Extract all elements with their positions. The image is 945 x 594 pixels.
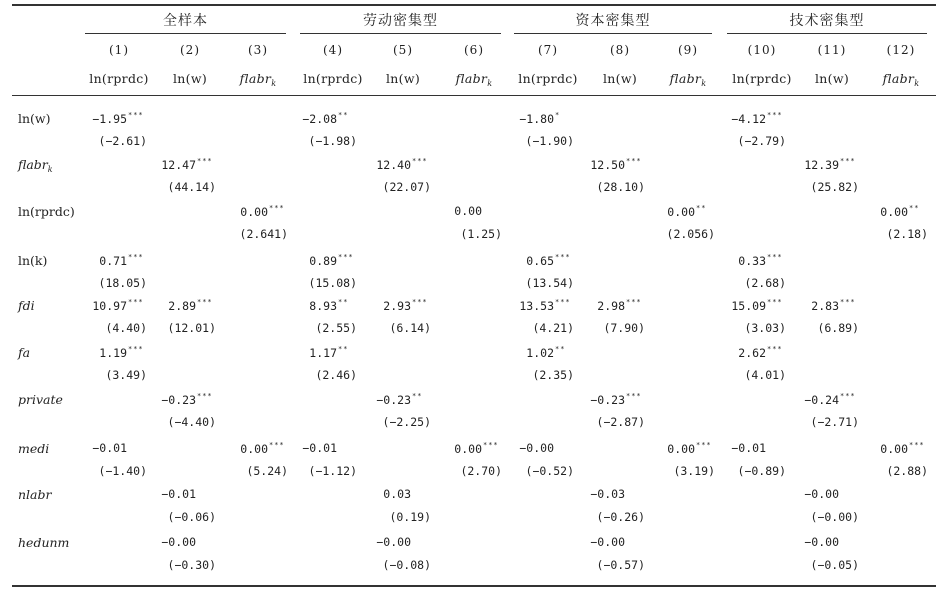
z-statistic: (−0.89) bbox=[737, 464, 786, 478]
coefficient-value: 0.71 bbox=[99, 254, 127, 268]
z-statistic: (2.056) bbox=[666, 227, 715, 241]
column-number: (10) bbox=[747, 43, 777, 57]
column-variable bbox=[883, 71, 920, 88]
z-statistic: (4.40) bbox=[105, 321, 147, 335]
coefficient-value: 8.93 bbox=[309, 299, 337, 313]
coefficient-value: 0.65 bbox=[526, 254, 554, 268]
z-statistic: (−2.61) bbox=[98, 134, 147, 148]
coefficient bbox=[161, 392, 216, 407]
column-variable-text: ln(w) bbox=[172, 71, 208, 86]
z-statistic: (44.14) bbox=[167, 180, 216, 194]
group-header: 劳动密集型 bbox=[363, 13, 438, 29]
coefficient-value: 12.39 bbox=[804, 158, 839, 172]
coefficient bbox=[309, 345, 357, 360]
significance-stars: *** bbox=[626, 298, 642, 306]
coefficient bbox=[376, 157, 431, 172]
coefficient bbox=[667, 441, 715, 456]
z-statistic: (2.70) bbox=[460, 464, 502, 478]
coefficient-value: 1.19 bbox=[99, 346, 127, 360]
coefficient bbox=[804, 487, 859, 501]
row-label-text: fdi bbox=[18, 298, 35, 313]
z-statistic: (−2.79) bbox=[737, 134, 786, 148]
column-variable-subscript: k bbox=[271, 79, 277, 88]
z-statistic: (−0.06) bbox=[167, 510, 216, 524]
significance-stars: *** bbox=[767, 345, 783, 353]
group-header: 技术密集型 bbox=[789, 13, 865, 29]
row-label bbox=[18, 253, 47, 268]
coefficient bbox=[590, 392, 645, 407]
significance-stars: *** bbox=[626, 392, 642, 400]
significance-stars: *** bbox=[767, 111, 783, 119]
coefficient bbox=[168, 298, 216, 313]
significance-stars: *** bbox=[338, 253, 354, 261]
coefficient-value: 2.83 bbox=[811, 299, 839, 313]
z-statistic: (15.08) bbox=[308, 276, 357, 290]
column-number: (12) bbox=[886, 43, 916, 57]
coefficient bbox=[302, 441, 357, 455]
z-statistic: (−0.57) bbox=[596, 558, 645, 572]
column-number: (8) bbox=[610, 43, 630, 57]
coefficient bbox=[309, 253, 357, 268]
coefficient-value: 0.00 bbox=[454, 204, 482, 218]
coefficient bbox=[519, 298, 574, 313]
coefficient-value: 0.00 bbox=[880, 205, 908, 219]
z-statistic: (−1.40) bbox=[98, 464, 147, 478]
significance-stars: *** bbox=[555, 298, 571, 306]
row-label-text: ln(rprdc) bbox=[18, 204, 75, 219]
coefficient-value: −0.01 bbox=[731, 441, 766, 455]
coefficient bbox=[99, 345, 147, 360]
coefficient bbox=[667, 204, 715, 219]
z-statistic: (2.68) bbox=[744, 276, 786, 290]
significance-stars: *** bbox=[197, 392, 213, 400]
coefficient-value: −0.01 bbox=[92, 441, 127, 455]
coefficient bbox=[597, 298, 645, 313]
column-variable bbox=[456, 71, 493, 88]
column-variable-text: ln(w) bbox=[814, 71, 850, 86]
z-statistic: (−1.98) bbox=[308, 134, 357, 148]
significance-stars: *** bbox=[555, 253, 571, 261]
column-variable bbox=[603, 71, 637, 86]
z-statistic: (−2.87) bbox=[596, 415, 645, 429]
coefficient-value: 1.17 bbox=[309, 346, 337, 360]
group-underline bbox=[85, 33, 286, 34]
coefficient bbox=[526, 253, 574, 268]
top-rule bbox=[12, 4, 936, 6]
z-statistic: (6.89) bbox=[817, 321, 859, 335]
significance-stars: *** bbox=[909, 441, 925, 449]
coefficient-value: 0.00 bbox=[240, 442, 268, 456]
column-variable-text: flabr bbox=[669, 71, 702, 86]
column-variable-text: flabr bbox=[239, 71, 272, 86]
coefficient bbox=[590, 535, 645, 549]
coefficient-value: −0.23 bbox=[161, 393, 196, 407]
column-variable-text: ln(rprdc) bbox=[89, 71, 149, 86]
row-label bbox=[18, 345, 30, 360]
column-number: (3) bbox=[248, 43, 268, 57]
significance-stars: * bbox=[555, 111, 561, 119]
coefficient bbox=[376, 535, 431, 549]
significance-stars: *** bbox=[269, 441, 285, 449]
row-label-text: ln(w) bbox=[18, 111, 51, 126]
z-statistic: (−1.12) bbox=[308, 464, 357, 478]
coefficient-value: 0.00 bbox=[667, 205, 695, 219]
z-statistic: (7.90) bbox=[603, 321, 645, 335]
coefficient-value: −0.00 bbox=[590, 535, 625, 549]
column-variable-text: ln(w) bbox=[385, 71, 421, 86]
z-statistic: (2.55) bbox=[315, 321, 357, 335]
z-statistic: (28.10) bbox=[596, 180, 645, 194]
row-label bbox=[18, 298, 35, 313]
significance-stars: *** bbox=[128, 345, 144, 353]
z-statistic: (3.03) bbox=[744, 321, 786, 335]
coefficient-value: 0.03 bbox=[383, 487, 411, 501]
column-number: (1) bbox=[109, 43, 129, 57]
row-label-text: ln(k) bbox=[18, 253, 48, 268]
column-variable-text: flabr bbox=[455, 71, 488, 86]
coefficient-value: −4.12 bbox=[731, 112, 766, 126]
coefficient-value: 15.09 bbox=[731, 299, 766, 313]
coefficient bbox=[302, 111, 357, 126]
column-variable bbox=[518, 71, 577, 86]
significance-stars: ** bbox=[555, 345, 566, 353]
group-underline bbox=[514, 33, 712, 34]
coefficient-value: −0.03 bbox=[590, 487, 625, 501]
coefficient-value: −1.80 bbox=[519, 112, 554, 126]
z-statistic: (2.641) bbox=[239, 227, 288, 241]
coefficient bbox=[99, 253, 147, 268]
coefficient-value: −0.01 bbox=[302, 441, 337, 455]
z-statistic: (5.24) bbox=[246, 464, 288, 478]
column-variable-text: ln(rprdc) bbox=[303, 71, 363, 86]
column-variable bbox=[386, 71, 420, 86]
z-statistic: (6.14) bbox=[389, 321, 431, 335]
column-number: (5) bbox=[393, 43, 413, 57]
coefficient-value: 2.93 bbox=[383, 299, 411, 313]
group-header: 资本密集型 bbox=[575, 13, 651, 29]
z-statistic: (0.19) bbox=[389, 510, 431, 524]
column-number: (11) bbox=[817, 43, 847, 57]
row-label bbox=[18, 392, 63, 407]
coefficient-value: −0.23 bbox=[590, 393, 625, 407]
coefficient-value: 0.33 bbox=[738, 254, 766, 268]
coefficient-value: 0.00 bbox=[880, 442, 908, 456]
row-label-text: hedunm bbox=[18, 535, 70, 550]
significance-stars: *** bbox=[483, 441, 499, 449]
coefficient bbox=[383, 487, 431, 501]
significance-stars: *** bbox=[626, 157, 642, 165]
coefficient bbox=[454, 441, 502, 456]
column-variable-subscript: k bbox=[487, 79, 493, 88]
coefficient-value: 12.50 bbox=[590, 158, 625, 172]
significance-stars: ** bbox=[338, 111, 349, 119]
group-header: 全样本 bbox=[163, 13, 208, 29]
significance-stars: *** bbox=[840, 298, 856, 306]
coefficient-value: 12.47 bbox=[161, 158, 196, 172]
coefficient-value: −0.00 bbox=[161, 535, 196, 549]
coefficient bbox=[804, 392, 859, 407]
coefficient-value: 0.89 bbox=[309, 254, 337, 268]
column-variable bbox=[240, 71, 277, 88]
coefficient bbox=[590, 487, 645, 501]
z-statistic: (−0.05) bbox=[810, 558, 859, 572]
column-number: (2) bbox=[180, 43, 200, 57]
column-number: (7) bbox=[538, 43, 558, 57]
coefficient bbox=[731, 111, 786, 126]
column-variable-subscript: k bbox=[701, 79, 707, 88]
significance-stars: *** bbox=[269, 204, 285, 212]
row-label-text: flabr bbox=[18, 157, 48, 172]
z-statistic: (−0.00) bbox=[810, 510, 859, 524]
significance-stars: *** bbox=[128, 298, 144, 306]
coefficient bbox=[731, 298, 786, 313]
coefficient bbox=[804, 535, 859, 549]
group-underline bbox=[727, 33, 927, 34]
z-statistic: (−1.90) bbox=[525, 134, 574, 148]
coefficient bbox=[92, 111, 147, 126]
coefficient bbox=[526, 345, 574, 360]
z-statistic: (4.21) bbox=[532, 321, 574, 335]
coefficient bbox=[383, 298, 431, 313]
significance-stars: *** bbox=[767, 253, 783, 261]
coefficient-value: −0.00 bbox=[804, 535, 839, 549]
z-statistic: (18.05) bbox=[98, 276, 147, 290]
coefficient-value: 0.00 bbox=[240, 205, 268, 219]
row-label bbox=[18, 157, 53, 174]
coefficient-value: 13.53 bbox=[519, 299, 554, 313]
coefficient-value: −0.23 bbox=[376, 393, 411, 407]
coefficient-value: −0.24 bbox=[804, 393, 839, 407]
z-statistic: (13.54) bbox=[525, 276, 574, 290]
coefficient-value: 2.89 bbox=[168, 299, 196, 313]
column-variable bbox=[303, 71, 362, 86]
row-label-subscript: k bbox=[47, 165, 53, 174]
coefficient bbox=[880, 441, 928, 456]
coefficient-value: 10.97 bbox=[92, 299, 127, 313]
coefficient bbox=[240, 204, 288, 219]
significance-stars: *** bbox=[128, 253, 144, 261]
z-statistic: (−0.26) bbox=[596, 510, 645, 524]
coefficient-value: 2.98 bbox=[597, 299, 625, 313]
coefficient bbox=[309, 298, 357, 313]
coefficient bbox=[454, 204, 502, 218]
significance-stars: *** bbox=[412, 157, 428, 165]
column-number: (6) bbox=[464, 43, 484, 57]
z-statistic: (−4.40) bbox=[167, 415, 216, 429]
coefficient bbox=[519, 441, 574, 455]
coefficient bbox=[92, 298, 147, 313]
row-label-text: medi bbox=[18, 441, 50, 456]
significance-stars: *** bbox=[197, 157, 213, 165]
coefficient-value: 0.00 bbox=[667, 442, 695, 456]
z-statistic: (12.01) bbox=[167, 321, 216, 335]
coefficient bbox=[811, 298, 859, 313]
z-statistic: (2.35) bbox=[532, 368, 574, 382]
coefficient bbox=[880, 204, 928, 219]
coefficient bbox=[519, 111, 574, 126]
column-number: (4) bbox=[323, 43, 343, 57]
coefficient-value: −0.00 bbox=[804, 487, 839, 501]
coefficient bbox=[738, 253, 786, 268]
header-rule bbox=[12, 95, 936, 96]
significance-stars: *** bbox=[197, 298, 213, 306]
z-statistic: (25.82) bbox=[810, 180, 859, 194]
coefficient bbox=[804, 157, 859, 172]
significance-stars: ** bbox=[696, 204, 707, 212]
z-statistic: (−0.52) bbox=[525, 464, 574, 478]
bottom-rule bbox=[12, 585, 936, 587]
column-variable-text: ln(w) bbox=[602, 71, 638, 86]
z-statistic: (2.18) bbox=[886, 227, 928, 241]
row-label-text: nlabr bbox=[18, 487, 52, 502]
coefficient bbox=[161, 157, 216, 172]
coefficient-value: 1.02 bbox=[526, 346, 554, 360]
z-statistic: (3.49) bbox=[105, 368, 147, 382]
significance-stars: *** bbox=[128, 111, 144, 119]
z-statistic: (1.25) bbox=[460, 227, 502, 241]
row-label bbox=[18, 487, 51, 502]
z-statistic: (2.46) bbox=[315, 368, 357, 382]
column-variable-text: ln(rprdc) bbox=[518, 71, 578, 86]
row-label bbox=[18, 111, 51, 126]
significance-stars: ** bbox=[412, 392, 423, 400]
significance-stars: *** bbox=[412, 298, 428, 306]
significance-stars: *** bbox=[840, 157, 856, 165]
column-variable bbox=[732, 71, 791, 86]
coefficient bbox=[376, 392, 431, 407]
z-statistic: (−2.71) bbox=[810, 415, 859, 429]
row-label-text: private bbox=[18, 392, 63, 407]
z-statistic: (−0.08) bbox=[382, 558, 431, 572]
coefficient-value: −0.00 bbox=[376, 535, 411, 549]
group-underline bbox=[300, 33, 501, 34]
significance-stars: ** bbox=[338, 298, 349, 306]
z-statistic: (22.07) bbox=[382, 180, 431, 194]
coefficient-value: −1.95 bbox=[92, 112, 127, 126]
coefficient-value: −0.01 bbox=[161, 487, 196, 501]
significance-stars: *** bbox=[840, 392, 856, 400]
coefficient bbox=[161, 487, 216, 501]
significance-stars: ** bbox=[909, 204, 920, 212]
coefficient bbox=[590, 157, 645, 172]
coefficient bbox=[240, 441, 288, 456]
significance-stars: *** bbox=[696, 441, 712, 449]
coefficient bbox=[92, 441, 147, 455]
column-variable-subscript: k bbox=[914, 79, 920, 88]
column-variable bbox=[89, 71, 148, 86]
row-label bbox=[18, 441, 49, 456]
coefficient-value: 0.00 bbox=[454, 442, 482, 456]
coefficient-value: −0.00 bbox=[519, 441, 554, 455]
column-variable bbox=[670, 71, 707, 88]
z-statistic: (2.88) bbox=[886, 464, 928, 478]
z-statistic: (−2.25) bbox=[382, 415, 431, 429]
z-statistic: (3.19) bbox=[673, 464, 715, 478]
column-variable-text: flabr bbox=[882, 71, 915, 86]
coefficient bbox=[738, 345, 786, 360]
row-label bbox=[18, 535, 69, 550]
column-variable-text: ln(rprdc) bbox=[732, 71, 792, 86]
column-variable bbox=[815, 71, 849, 86]
significance-stars: ** bbox=[338, 345, 349, 353]
coefficient bbox=[731, 441, 786, 455]
z-statistic: (4.01) bbox=[744, 368, 786, 382]
coefficient bbox=[161, 535, 216, 549]
significance-stars: *** bbox=[767, 298, 783, 306]
z-statistic: (−0.30) bbox=[167, 558, 216, 572]
row-label-text: fa bbox=[18, 345, 31, 360]
column-number: (9) bbox=[678, 43, 698, 57]
coefficient-value: 12.40 bbox=[376, 158, 411, 172]
coefficient-value: 2.62 bbox=[738, 346, 766, 360]
coefficient-value: −2.08 bbox=[302, 112, 337, 126]
row-label bbox=[18, 204, 75, 219]
column-variable bbox=[173, 71, 207, 86]
